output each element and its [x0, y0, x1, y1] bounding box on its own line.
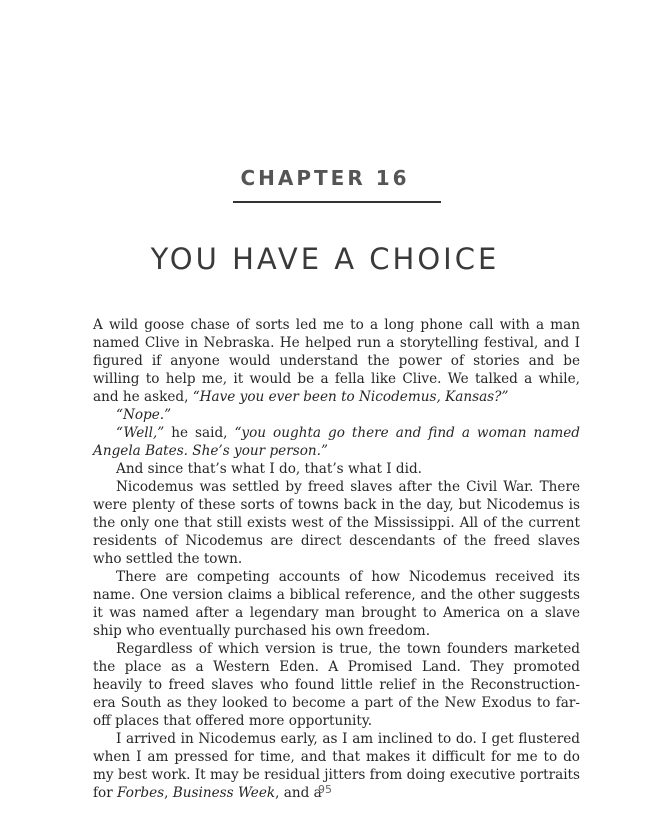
text-segment: , [164, 785, 173, 801]
text-segment: Nicodemus was settled by freed slaves after the Civil War. There were plenty of these sorts of towns back in the day, but Nicodemus is the only one that still exists west of the Mississippi. All of the current residents of Nicodemus are direct descendants of the freed slaves who settled the town. [93, 479, 580, 567]
paragraph [93, 460, 580, 478]
text-segment-italic: “you oughta go there and find a woman named Angela Bates. She’s your person.” [93, 425, 581, 459]
text-segment-italic: “Have you ever been to Nicodemus, Kansas?” [192, 389, 509, 405]
chapter-label: CHAPTER 16 [240, 166, 410, 190]
text-segment: he said, [164, 425, 235, 441]
text-segment: And since that’s what I do, that’s what I did. [116, 461, 422, 477]
text-segment: There are competing accounts of how Nicodemus received its name. One version claims a biblical reference, and the other suggests it was named after a legendary man brought to America on a slave ship who eventually purchased his own freedom. [93, 569, 580, 639]
chapter-title: YOU HAVE A CHOICE [150, 242, 500, 276]
paragraph [93, 406, 580, 424]
paragraph [93, 568, 580, 640]
text-segment: I arrived in Nicodemus early, as I am inclined to do. I get flustered when I am pressed for time, and that makes it difficult for me to do my best work. It may be residual jitters from doing executive portraits for [93, 731, 580, 801]
paragraph [93, 424, 580, 460]
text-segment-italic: “Well,” [116, 425, 165, 441]
body-text [93, 316, 580, 802]
text-segment-italic: “Nope.” [116, 407, 172, 423]
text-segment-italic: Forbes [117, 785, 165, 801]
page-number: 95 [318, 783, 332, 796]
text-segment-italic: Business Week [172, 785, 276, 801]
text-segment: A wild goose chase of sorts led me to a long phone call with a man named Clive in Nebraska. He helped run a storytelling festival, and I figured if anyone would understand the power of stories and be willing to help me, it would be a fella like Clive. We talked a while, and he asked, [93, 317, 580, 405]
paragraph [93, 316, 580, 406]
paragraph [93, 478, 580, 568]
chapter-divider [233, 201, 441, 203]
paragraph [93, 640, 580, 730]
text-segment: , and a [275, 785, 322, 801]
text-segment: Regardless of which version is true, the town founders marketed the place as a Western Eden. A Promised Land. They promoted heavily to freed slaves who found little relief in the Reconstruction-era South as they looked to become a part of the New Exodus to far-off places that offered more opportunity. [93, 641, 580, 729]
